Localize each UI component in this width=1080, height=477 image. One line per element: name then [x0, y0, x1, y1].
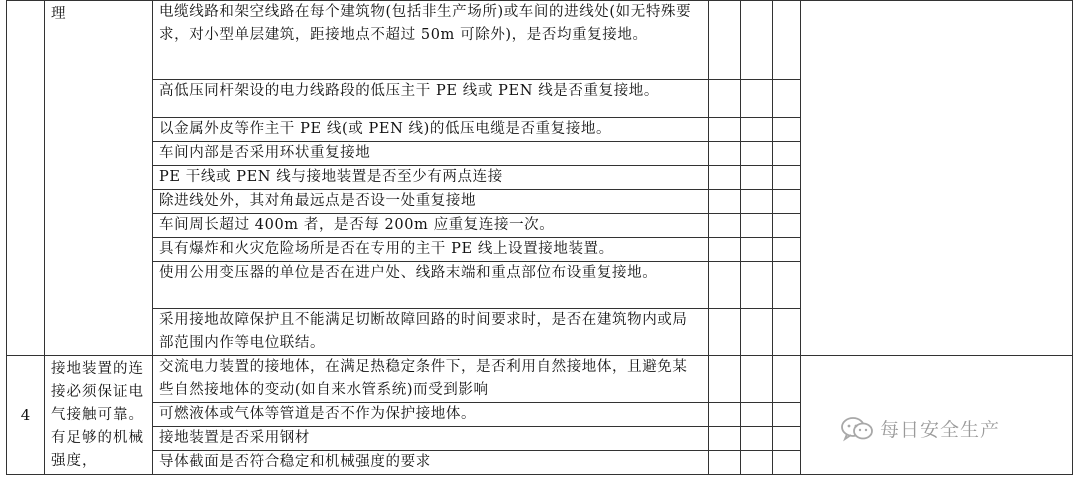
item-text: 电缆线路和架空线路在每个建筑物(包括非生产场所)或车间的进线处(如无特殊要求，对小型单层建筑，距接地点不超过 50m 可除外)，是否均重复接地。	[159, 4, 692, 43]
item-cell	[153, 142, 709, 166]
check-cell	[709, 118, 741, 142]
check-cell	[773, 356, 801, 403]
item-text: 采用接地故障保护且不能满足切断故障回路的时间要求时，是否在建筑物内或局部范围内作等电位联结。	[159, 312, 688, 351]
check-cell	[741, 238, 773, 262]
check-cell	[709, 238, 741, 262]
item-text: 接地装置是否采用钢材	[159, 430, 310, 446]
item-text: PE 干线或 PEN 线与接地装置是否至少有两点连接	[159, 169, 503, 185]
check-cell	[709, 403, 741, 427]
row-number-cell	[7, 1, 45, 356]
check-cell	[741, 214, 773, 238]
table-row	[7, 356, 1073, 403]
category-text: 接地装置的连接必须保证电气接触可靠。有足够的机械强度，	[51, 361, 144, 469]
check-cell	[709, 214, 741, 238]
item-text: 导体截面是否符合稳定和机械强度的要求	[159, 454, 431, 470]
check-cell	[773, 80, 801, 118]
item-cell	[153, 166, 709, 190]
check-cell	[773, 190, 801, 214]
check-cell	[741, 166, 773, 190]
inspection-checklist-table	[6, 0, 1073, 475]
item-cell	[153, 356, 709, 403]
row-number: 4	[20, 405, 31, 424]
item-cell	[153, 403, 709, 427]
row-number-cell	[7, 356, 45, 475]
item-cell	[153, 214, 709, 238]
check-cell	[773, 309, 801, 356]
check-cell	[709, 262, 741, 309]
item-text: 车间内部是否采用环状重复接地	[159, 145, 371, 161]
check-cell	[741, 356, 773, 403]
item-text: 除进线处外，其对角最远点是否设一处重复接地	[159, 193, 477, 209]
check-cell	[773, 451, 801, 475]
watermark	[840, 415, 1000, 442]
check-cell	[741, 142, 773, 166]
check-cell	[773, 142, 801, 166]
item-cell	[153, 80, 709, 118]
item-text: 以金属外皮等作主干 PE 线(或 PEN 线)的低压电缆是否重复接地。	[159, 121, 612, 137]
check-cell	[709, 356, 741, 403]
check-cell	[709, 309, 741, 356]
item-cell	[153, 238, 709, 262]
check-cell	[741, 118, 773, 142]
item-cell	[153, 118, 709, 142]
check-cell	[773, 1, 801, 80]
check-cell	[741, 451, 773, 475]
check-cell	[773, 238, 801, 262]
check-cell	[741, 1, 773, 80]
category-cell	[45, 1, 153, 356]
check-cell	[741, 262, 773, 309]
item-cell	[153, 451, 709, 475]
check-cell	[741, 80, 773, 118]
check-cell	[709, 166, 741, 190]
checklist-table-wrapper	[6, 0, 1074, 475]
item-text: 具有爆炸和火灾危险场所是否在专用的主干 PE 线上设置接地装置。	[159, 241, 614, 257]
check-cell	[709, 142, 741, 166]
check-cell	[741, 427, 773, 451]
item-cell	[153, 262, 709, 309]
item-text: 可燃液体或气体等管道是否不作为保护接地体。	[159, 406, 477, 422]
check-cell	[773, 118, 801, 142]
item-text: 交流电力装置的接地体，在满足热稳定条件下，是否利用自然接地体，且避免某些自然接地体的变动(如自来水管系统)而受到影响	[159, 359, 688, 398]
item-cell	[153, 190, 709, 214]
check-cell	[709, 190, 741, 214]
item-cell	[153, 427, 709, 451]
category-cell	[45, 356, 153, 475]
check-cell	[741, 309, 773, 356]
remarks-cell	[801, 1, 1073, 356]
table-row	[7, 1, 1073, 80]
wechat-icon	[840, 416, 874, 442]
check-cell	[709, 451, 741, 475]
check-cell	[773, 166, 801, 190]
check-cell	[741, 190, 773, 214]
category-text: 理	[51, 6, 67, 22]
item-text: 高低压同杆架设的电力线路段的低压主干 PE 线或 PEN 线是否重复接地。	[159, 83, 660, 99]
item-text: 车间周长超过 400m 者，是否每 200m 应重复连接一次。	[159, 217, 555, 233]
check-cell	[773, 403, 801, 427]
check-cell	[709, 1, 741, 80]
check-cell	[709, 427, 741, 451]
item-cell	[153, 309, 709, 356]
watermark-text: 每日安全生产	[880, 419, 1001, 441]
check-cell	[741, 403, 773, 427]
check-cell	[773, 427, 801, 451]
check-cell	[773, 262, 801, 309]
item-cell	[153, 1, 709, 80]
item-text: 使用公用变压器的单位是否在进户处、线路末端和重点部位布设重复接地。	[159, 265, 658, 281]
check-cell	[773, 214, 801, 238]
check-cell	[709, 80, 741, 118]
